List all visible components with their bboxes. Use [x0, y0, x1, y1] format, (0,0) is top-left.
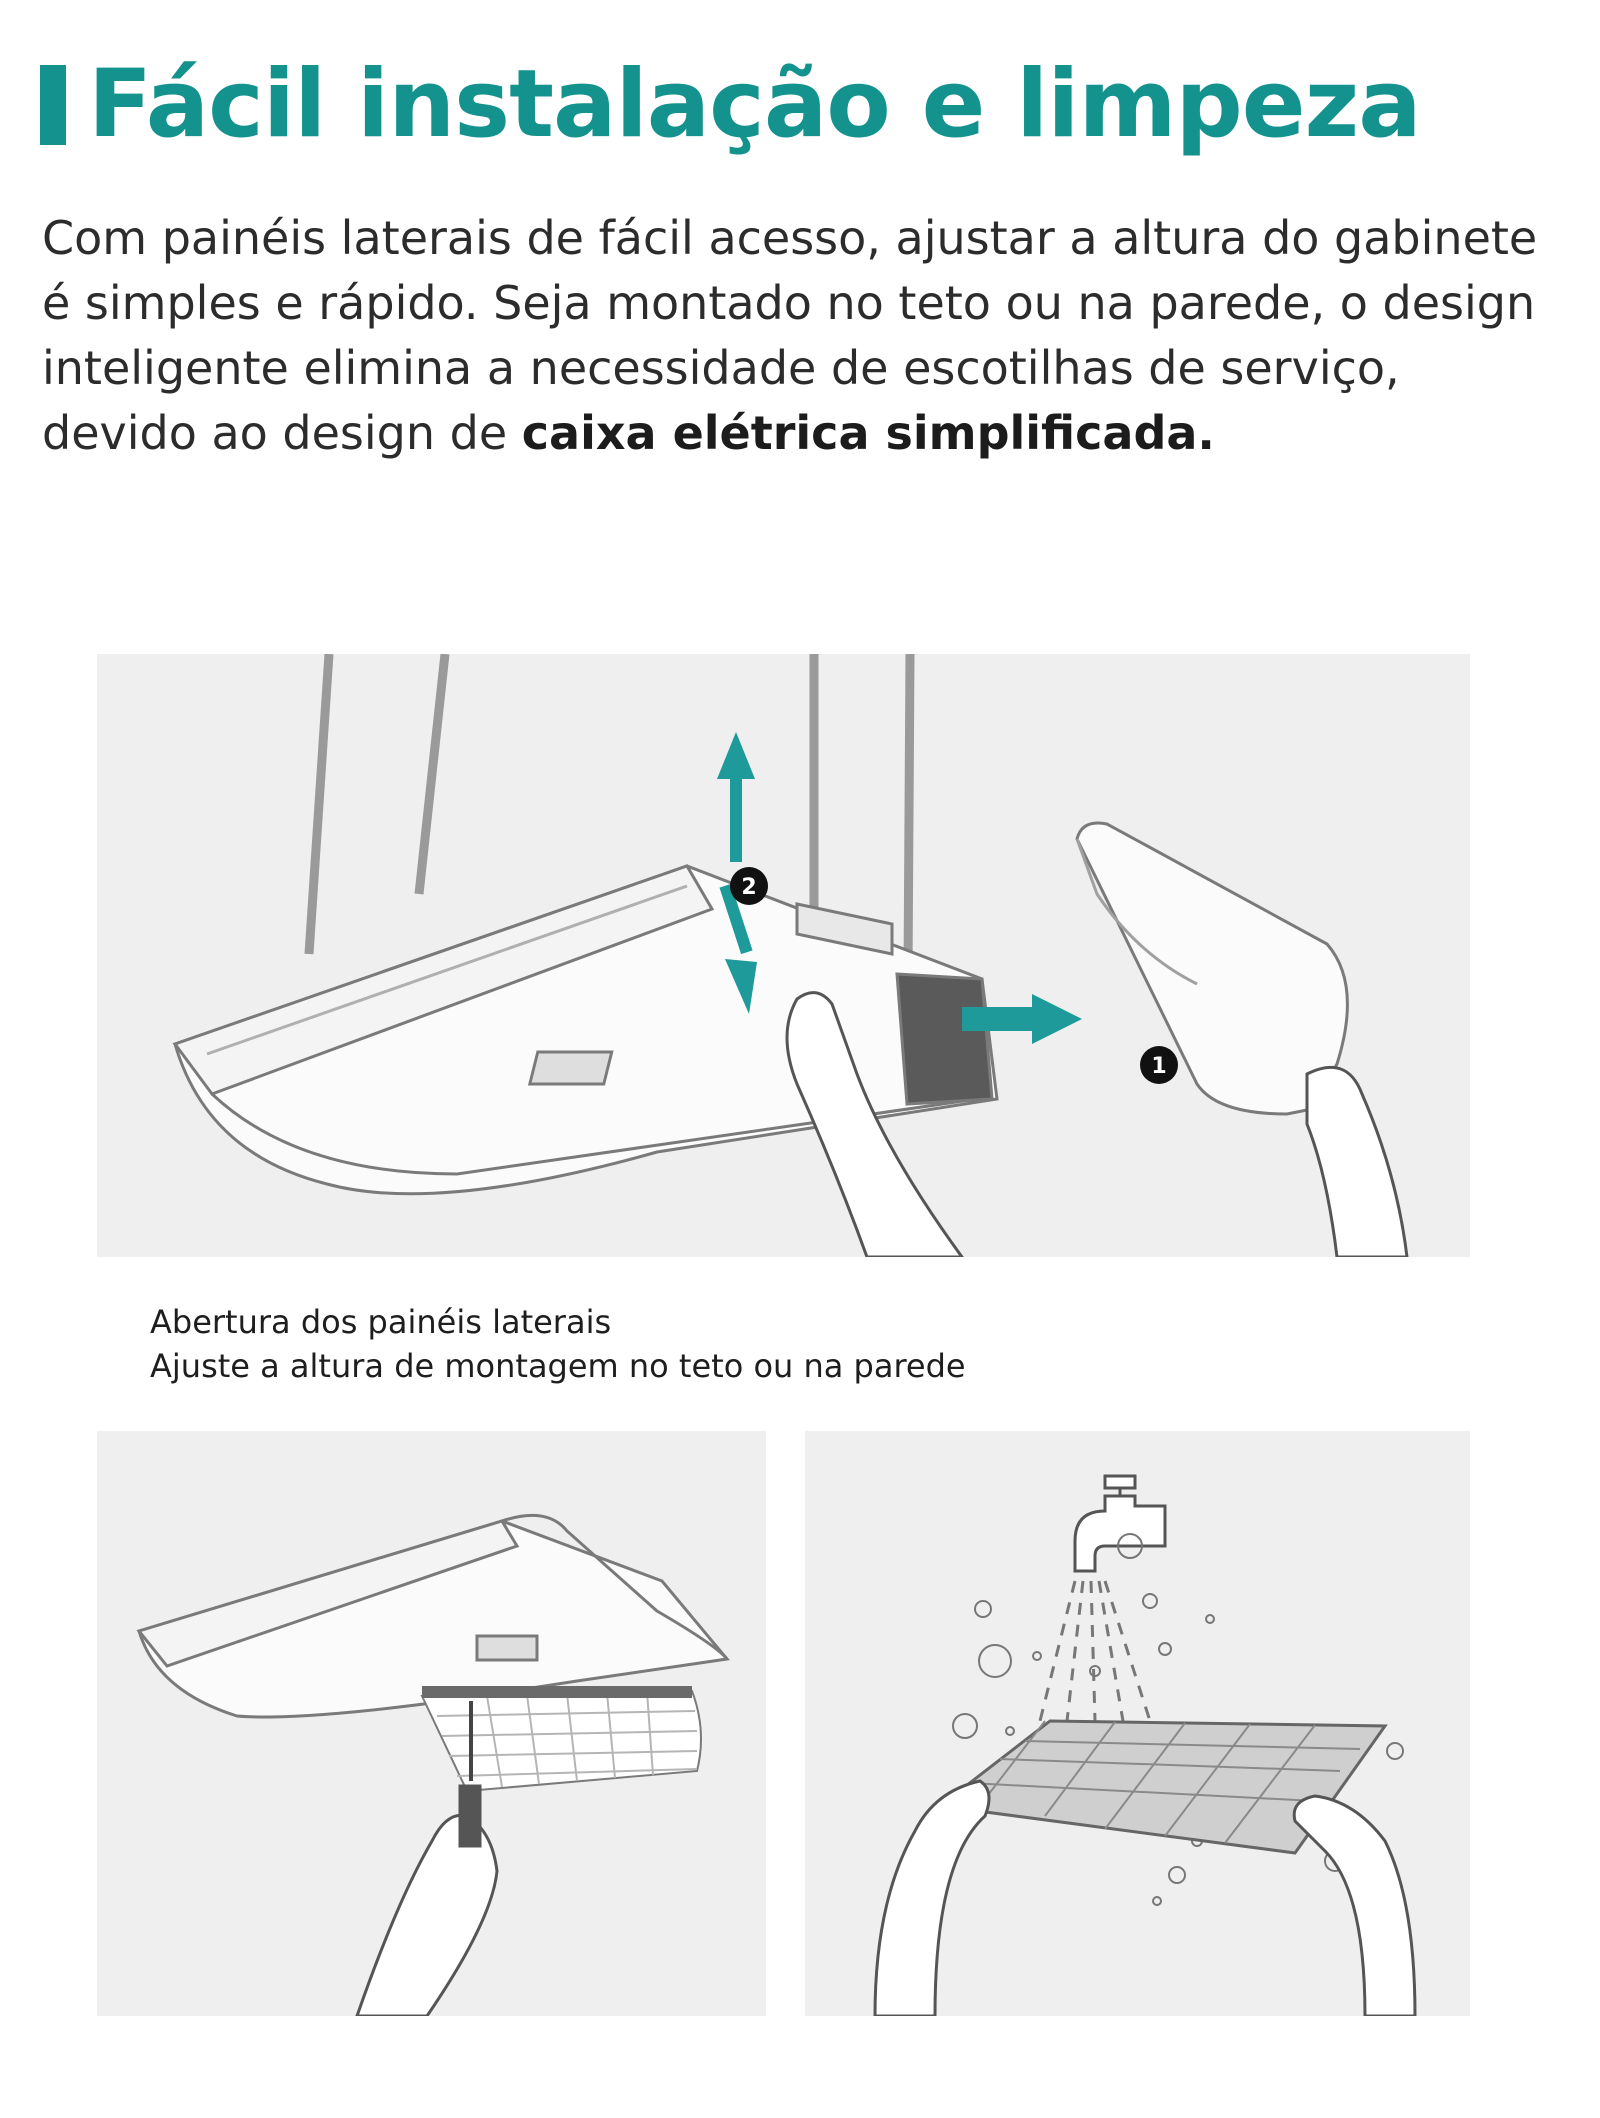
intro-paragraph	[42, 206, 1562, 466]
caption-line-1: Abertura dos painéis laterais	[150, 1303, 612, 1341]
captions	[150, 1300, 966, 1388]
intro-text: Com painéis laterais de fácil acesso, ajustar a altura do gabinete é simples e rápido. Seja montado no teto ou na parede, o design inteligente elimina a necessidade de escotilhas de serviço, devido ao design de	[42, 211, 1538, 460]
intro-bold-text: caixa elétrica simplificada.	[521, 406, 1215, 460]
water-stream	[1040, 1581, 1150, 1721]
filter-removal-drawing	[97, 1431, 766, 2016]
step-1-badge	[1140, 1046, 1178, 1084]
installation-illustration	[97, 654, 1470, 1257]
svg-text:2: 2	[741, 875, 757, 900]
filter-washing-drawing	[805, 1431, 1470, 2016]
title-row	[40, 50, 1421, 159]
title-accent-bar	[40, 65, 66, 145]
installation-drawing	[97, 654, 1470, 1257]
svg-text:1: 1	[1151, 1054, 1167, 1079]
filter-removal-illustration	[97, 1431, 766, 2016]
page-title: Fácil instalação e limpeza	[88, 50, 1421, 159]
caption-line-2: Ajuste a altura de montagem no teto ou na parede	[150, 1347, 966, 1385]
side-panel	[1077, 823, 1347, 1114]
faucet-icon	[1075, 1476, 1165, 1571]
filter-washing-illustration	[805, 1431, 1470, 2016]
step-2-badge	[730, 867, 768, 905]
filter-grid	[422, 1686, 701, 1791]
